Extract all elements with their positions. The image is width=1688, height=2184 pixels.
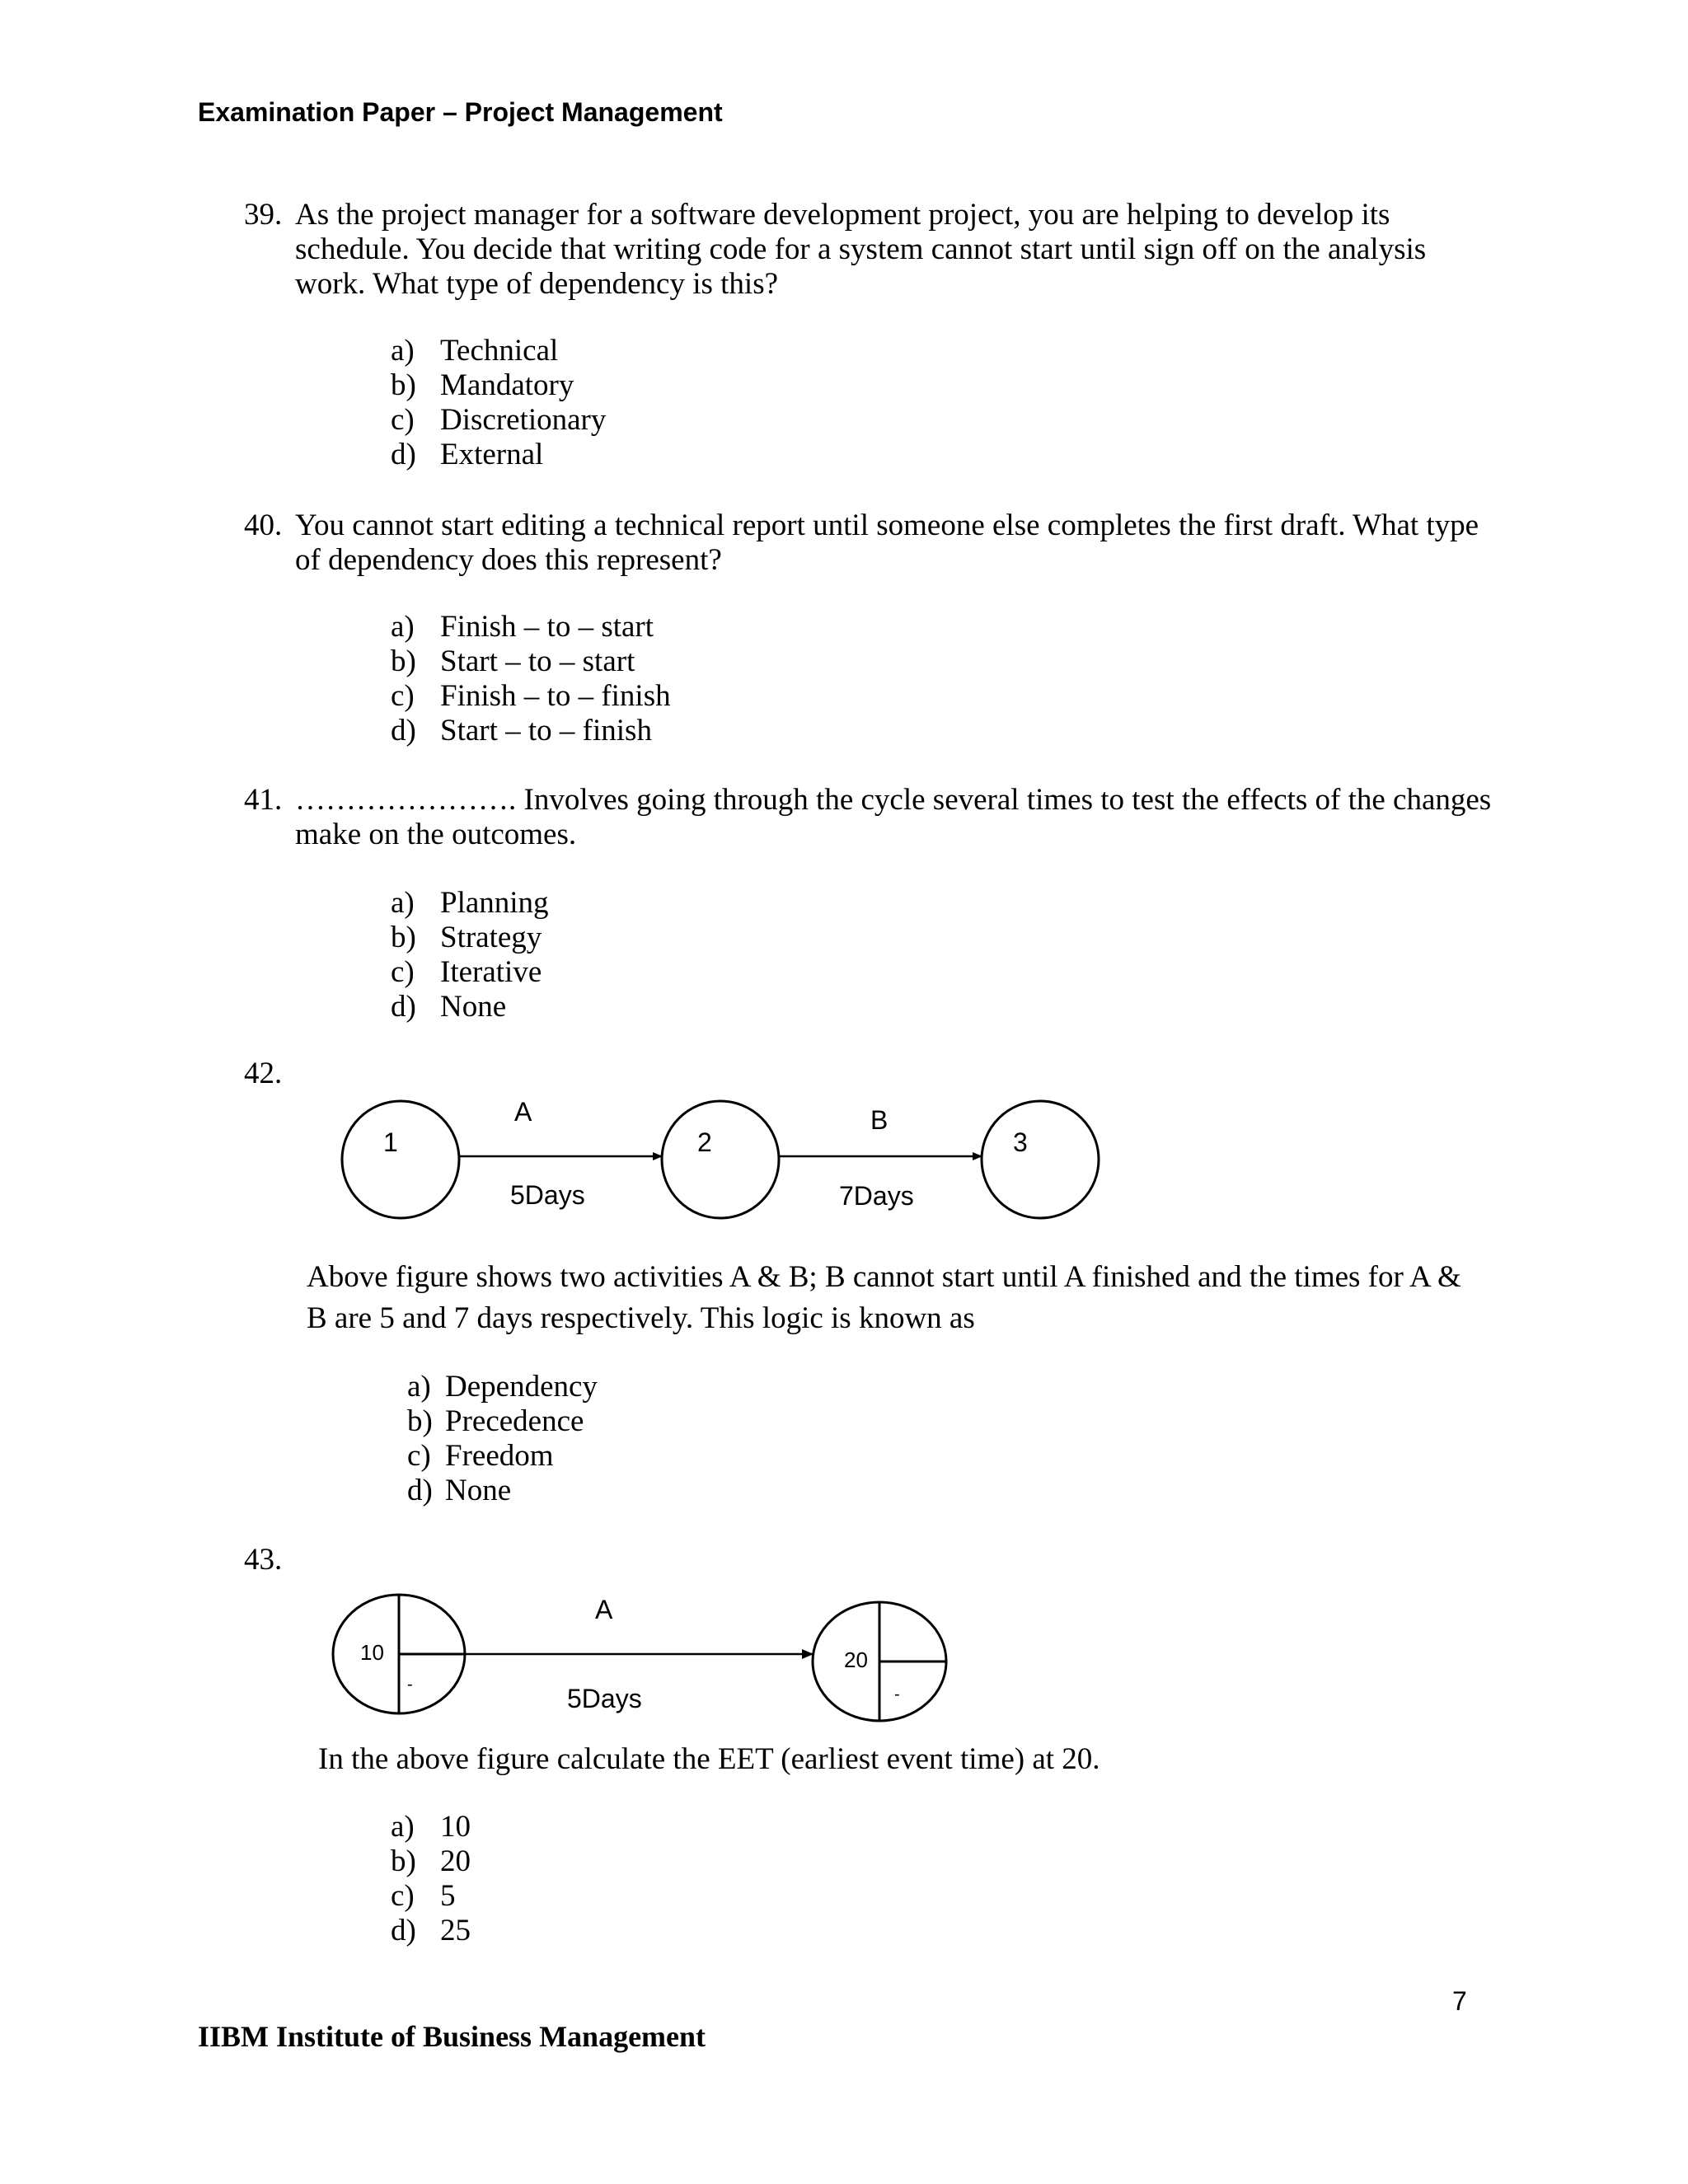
question-text: You cannot start editing a technical report until someone else completes the first draft. What type of dependency does this represent? [295, 509, 1479, 577]
options-41 [391, 886, 549, 1024]
activity-label: B [870, 1105, 889, 1135]
options-42 [407, 1370, 598, 1508]
option-item[interactable]: d) Start – to – finish [391, 714, 652, 748]
node-circle [342, 1101, 459, 1218]
activity-label: A [514, 1097, 532, 1127]
option-item[interactable]: b) Mandatory [391, 368, 574, 402]
option-item[interactable]: a) Finish – to – start [391, 610, 654, 644]
question-43-number: 43. [244, 1543, 283, 1577]
network-diagram-43 [321, 1582, 964, 1731]
node-label: 3 [1013, 1127, 1028, 1157]
event-number: 10 [360, 1640, 384, 1665]
options-40 [391, 610, 671, 748]
question-number: 40. [244, 509, 283, 542]
question-number: 39. [244, 198, 283, 232]
question-43-text: In the above figure calculate the EET (earliest event time) at 20. [318, 1742, 1100, 1776]
option-item[interactable]: a) Planning [391, 886, 549, 920]
option-item[interactable]: b) Start – to – start [391, 644, 635, 678]
option-item[interactable]: d) None [407, 1474, 512, 1507]
node-label: 1 [383, 1127, 398, 1157]
question-text: As the project manager for a software development project, you are helping to develop its schedule. You decide that writing code for a system cannot start until sign off on the analysis work. What type of dependency is this? [295, 198, 1427, 301]
option-item[interactable]: c) Iterative [391, 955, 542, 989]
duration-label: 5Days [510, 1180, 585, 1210]
duration-label: 5Days [567, 1684, 642, 1713]
node-circle [982, 1101, 1099, 1218]
question-42-number: 42. [244, 1057, 283, 1090]
question-41 [244, 783, 1497, 852]
page-number: 7 [1452, 1986, 1467, 2016]
duration-label: 7Days [839, 1181, 914, 1211]
event-number: 20 [844, 1647, 868, 1672]
question-42-text: Above figure shows two activities A & B; B cannot start until A finished and the times for A & B are 5 and 7 days respectively. This logic is known as [307, 1260, 1461, 1335]
option-item[interactable]: d) External [391, 438, 544, 471]
option-item[interactable]: c) Freedom [407, 1439, 554, 1473]
option-item[interactable]: c) Discretionary [391, 403, 607, 437]
question-39 [244, 198, 1497, 302]
options-39 [391, 334, 606, 472]
question-text: …………………. Involves going through the cycle several times to test the effects of the changes make on the outcomes. [295, 783, 1492, 851]
option-item[interactable]: c) 5 [391, 1879, 456, 1913]
option-item[interactable]: b) Precedence [407, 1404, 584, 1438]
page-header-title: Examination Paper – Project Management [198, 97, 723, 127]
option-item[interactable]: a) 10 [391, 1810, 471, 1844]
node-label: 2 [697, 1127, 712, 1157]
options-43 [391, 1810, 471, 1948]
activity-label: A [595, 1595, 613, 1624]
option-item[interactable]: a) Dependency [407, 1370, 598, 1404]
question-40 [244, 509, 1497, 578]
event-lower-value: - [894, 1685, 900, 1704]
node-circle [662, 1101, 779, 1218]
option-item[interactable]: d) None [391, 990, 507, 1024]
network-diagram-42 [330, 1088, 1113, 1236]
option-item[interactable]: a) Technical [391, 334, 559, 368]
option-item[interactable]: c) Finish – to – finish [391, 679, 671, 713]
event-lower-value: - [407, 1675, 413, 1694]
option-item[interactable]: b) Strategy [391, 921, 542, 954]
option-item[interactable]: b) 20 [391, 1844, 471, 1878]
page-footer: IIBM Institute of Business Management [198, 2020, 706, 2053]
option-item[interactable]: d) 25 [391, 1914, 471, 1947]
question-number: 41. [244, 783, 283, 817]
